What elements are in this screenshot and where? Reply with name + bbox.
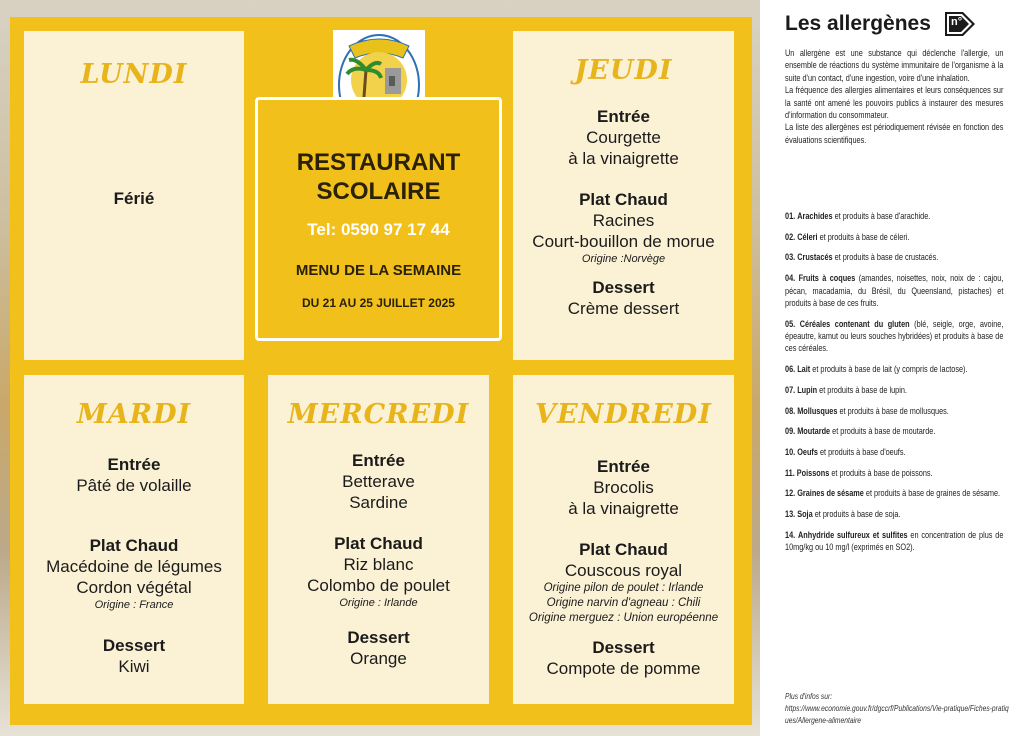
allergen-number: 01. [785, 210, 796, 221]
allergen-panel [760, 0, 1030, 736]
jeudi-plat-1: Racines [592, 211, 655, 230]
allergen-description: et produits à base d'oeufs. [819, 445, 906, 457]
restaurant-phone: Tel: 0590 97 17 44 [307, 220, 450, 239]
allergen-name: Poissons [796, 466, 830, 478]
mardi-entree: Pâté de volaille [76, 476, 192, 495]
allergen-description: (amandes, noisettes, noix, noix de : cajou, pécan, macadamia, du Brésil, du Queensland, pistaches) et produits à base de ces fruits. [785, 272, 1004, 308]
menu-dates: DU 21 AU 25 JUILLET 2025 [302, 296, 455, 310]
allergen-description: et produits à base de moutarde. [832, 425, 936, 437]
vendredi-plat: Couscous royal [564, 561, 683, 580]
vendredi-entree-2: à la vinaigrette [568, 499, 679, 518]
allergen-number: 10. [785, 445, 796, 457]
allergen-name: Graines de sésame [797, 487, 864, 499]
day-title-jeudi: JEUDI [574, 55, 673, 86]
mercredi-plat-1: Riz blanc [343, 555, 414, 574]
allergen-number: 14. [785, 528, 796, 540]
mercredi-entree-1: Betterave [342, 472, 415, 491]
vendredi-entree-1: Brocolis [593, 478, 654, 497]
mercredi-plat-2: Colombo de poulet [307, 576, 450, 595]
day-card-lundi [24, 31, 244, 360]
day-title-vendredi: VENDREDI [535, 399, 712, 430]
vendredi-origin-1: Origine pilon de poulet : Irlande [543, 582, 704, 594]
vendredi-dessert-label: Dessert [592, 638, 655, 657]
allergen-description: et produits à base de céleri. [819, 230, 910, 242]
mercredi-entree-2: Sardine [349, 493, 408, 512]
allergen-footer-link[interactable]: https://www.economie.gouv.fr/dgccrf/Publications/Vie-pratique/Fiches-pratiques/Allergene-alimentaire [785, 703, 1009, 725]
allergen-description: et produits à base de mollusques. [839, 404, 949, 416]
allergen-name: Crustacés [797, 251, 833, 263]
day-title-mardi: MARDI [76, 399, 192, 430]
allergen-name: Céleri [797, 230, 818, 242]
allergen-item [785, 210, 1003, 222]
mardi-plat-origin: Origine : France [94, 599, 174, 611]
allergen-name: Fruits à coques [798, 272, 856, 284]
allergen-name: Mollusques [797, 404, 838, 416]
number-badge-text: n° [951, 16, 963, 28]
allergen-item [785, 487, 1003, 499]
allergen-name: Céréales contenant du gluten [799, 317, 910, 329]
lundi-status: Férié [113, 189, 155, 208]
number-badge-icon [943, 10, 977, 38]
vendredi-dessert: Compote de pomme [546, 659, 701, 678]
mercredi-dessert: Orange [350, 649, 407, 668]
allergen-item [785, 231, 1003, 243]
day-title-lundi: LUNDI [80, 59, 188, 90]
allergen-item [785, 318, 1003, 355]
restaurant-name-line1: RESTAURANT [296, 149, 461, 176]
allergen-item [785, 251, 1003, 263]
allergen-item [785, 446, 1003, 458]
day-card-mardi [24, 375, 244, 704]
vendredi-entree-label: Entrée [597, 457, 650, 476]
jeudi-entree-label: Entrée [597, 107, 650, 126]
allergen-footer-label: Plus d'infos sur: [785, 691, 833, 701]
allergen-description: et produits à base de soja. [814, 508, 901, 520]
allergen-item [785, 508, 1003, 520]
allergen-description: et produits à base d'arachide. [834, 210, 931, 221]
day-card-jeudi [513, 31, 734, 360]
vendredi-plat-label: Plat Chaud [579, 540, 668, 559]
jeudi-dessert: Crème dessert [567, 299, 680, 318]
jeudi-dessert-label: Dessert [592, 278, 655, 297]
allergen-description: et produits à base de lait (y compris de lactose). [812, 363, 968, 375]
allergen-description: et produits à base de crustacés. [834, 251, 939, 263]
allergen-description: et produits à base de lupin. [819, 383, 907, 395]
vendredi-origin-2: Origine narvin d'agneau : Chili [546, 597, 701, 609]
allergen-intro-p1: Un allergène est une substance qui déclenche l'allergie, un ensemble de réactions du système immunitaire de l'organisme à la suite d'un contact, d'une ingestion, voire d'une inhalation. [785, 47, 1004, 83]
allergen-item [785, 425, 1003, 437]
allergen-number: 07. [785, 383, 796, 395]
mardi-entree-label: Entrée [107, 455, 161, 474]
allergen-item [785, 405, 1003, 417]
mercredi-plat-label: Plat Chaud [334, 534, 423, 553]
allergen-item [785, 529, 1003, 554]
allergen-item [785, 384, 1003, 396]
allergen-number: 04. [785, 272, 796, 284]
allergen-number: 09. [785, 425, 796, 437]
restaurant-title-card [255, 97, 502, 341]
allergen-item [785, 272, 1003, 309]
mercredi-entree-label: Entrée [352, 451, 405, 470]
mardi-dessert-label: Dessert [102, 636, 166, 655]
restaurant-name-line2: SCOLAIRE [316, 178, 441, 205]
allergen-intro-p2: La fréquence des allergies alimentaires et leurs conséquences sur la santé ont amené les pouvoirs publics à instaurer des mesures d'information du consommateur. [785, 84, 1004, 121]
allergen-number: 12. [785, 487, 796, 499]
vendredi-origin-3: Origine merguez : Union européenne [528, 612, 719, 624]
allergen-description: en concentration de plus de 10mg/kg ou 10 mg/l (exprimés en SO2). [785, 528, 1004, 553]
allergen-name: Moutarde [797, 425, 831, 437]
allergen-name: Oeufs [797, 445, 818, 457]
jeudi-entree-2: à la vinaigrette [568, 149, 679, 168]
allergen-name: Soja [797, 508, 813, 520]
allergen-description: et produits à base de poissons. [831, 466, 933, 478]
allergen-title: Les allergènes [785, 12, 931, 35]
jeudi-plat-origin: Origine :Norvège [581, 253, 666, 265]
day-title-mercredi: MERCREDI [287, 399, 470, 430]
day-card-vendredi [513, 375, 734, 704]
menu-title: MENU DE LA SEMAINE [295, 262, 462, 279]
jeudi-plat-2: Court-bouillon de morue [532, 232, 715, 251]
allergen-number: 08. [785, 404, 796, 416]
allergen-number: 06. [785, 363, 796, 375]
allergen-description: (blé, seigle, orge, avoine, épeautre, kamut ou leurs souches hybridées) et produits à base de ces céréales. [785, 317, 1004, 354]
jeudi-entree-1: Courgette [586, 128, 661, 147]
allergen-number: 02. [785, 230, 796, 242]
allergen-number: 03. [785, 251, 796, 263]
allergen-name: Lait [797, 363, 811, 375]
allergen-item [785, 363, 1003, 375]
allergen-name: Arachides [797, 210, 833, 221]
allergen-name: Anhydride sulfureux et sulfites [797, 528, 908, 540]
day-card-mercredi [268, 375, 489, 704]
allergen-list [785, 210, 1003, 562]
mardi-plat-2: Cordon végétal [76, 578, 192, 597]
allergen-number: 05. [785, 317, 796, 329]
allergen-description: et produits à base de graines de sésame. [865, 487, 1001, 499]
allergen-intro [785, 47, 1003, 146]
allergen-item [785, 467, 1003, 479]
mardi-dessert: Kiwi [118, 657, 150, 676]
mercredi-dessert-label: Dessert [347, 628, 410, 647]
jeudi-plat-label: Plat Chaud [579, 190, 668, 209]
allergen-number: 13. [785, 508, 796, 520]
mardi-plat-label: Plat Chaud [89, 536, 179, 555]
allergen-intro-p3: La liste des allergènes est périodiquement révisée en fonction des évaluations scientifiques. [785, 121, 1004, 145]
mardi-plat-1: Macédoine de légumes [46, 557, 222, 576]
mercredi-plat-origin: Origine : Irlande [339, 597, 418, 609]
allergen-number: 11. [785, 466, 795, 478]
allergen-footer [785, 690, 1011, 726]
allergen-name: Lupin [797, 383, 818, 395]
